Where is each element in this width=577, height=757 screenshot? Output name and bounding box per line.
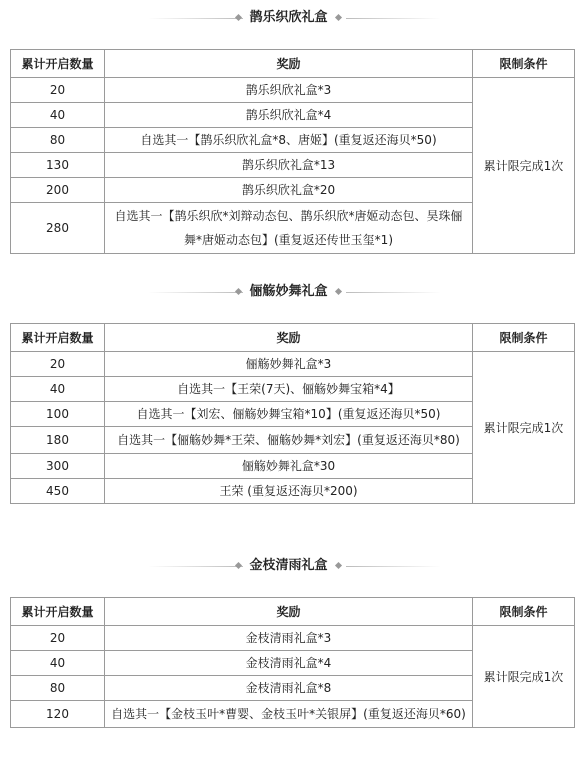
section-title: 金枝清雨礼盒 <box>249 558 328 573</box>
decor-line-right <box>346 566 441 567</box>
table-row <box>11 626 575 651</box>
reward-cell: 王荣 (重复返还海贝*200) <box>105 479 473 504</box>
header-limit: 限制条件 <box>473 50 575 78</box>
table-row <box>11 352 575 377</box>
header-count: 累计开启数量 <box>11 50 105 78</box>
decor-line-right <box>346 292 441 293</box>
table-header-row <box>11 50 575 78</box>
section-title-row <box>0 8 577 28</box>
reward-cell: 金枝清雨礼盒*8 <box>105 676 473 701</box>
header-limit: 限制条件 <box>473 598 575 626</box>
count-cell: 80 <box>11 676 105 701</box>
reward-table <box>10 323 575 504</box>
section-jinzhi <box>0 556 577 721</box>
limit-cell: 累计限完成1次 <box>473 78 575 254</box>
count-cell: 80 <box>11 128 105 153</box>
reward-cell: 俪觞妙舞礼盒*3 <box>105 352 473 377</box>
header-reward: 奖励 <box>105 324 473 352</box>
reward-cell: 自选其一【王荣(7天)、俪觞妙舞宝箱*4】 <box>105 377 473 402</box>
count-cell: 180 <box>11 427 105 454</box>
table-header-row <box>11 598 575 626</box>
reward-cell: 自选其一【鹊乐织欣*刘辩动态包、鹊乐织欣*唐姬动态包、昊珠俪舞*唐姬动态包】(重复返还传世玉玺*1) <box>105 203 473 254</box>
table-header-row <box>11 324 575 352</box>
reward-table <box>10 49 575 254</box>
reward-cell: 自选其一【俪觞妙舞*王荣、俪觞妙舞*刘宏】(重复返还海贝*80) <box>105 427 473 454</box>
reward-cell: 鹊乐织欣礼盒*3 <box>105 78 473 103</box>
count-cell: 200 <box>11 178 105 203</box>
header-reward: 奖励 <box>105 598 473 626</box>
decor-line-right <box>346 18 441 19</box>
count-cell: 450 <box>11 479 105 504</box>
count-cell: 100 <box>11 402 105 427</box>
count-cell: 120 <box>11 701 105 728</box>
table-row <box>11 78 575 103</box>
count-cell: 40 <box>11 377 105 402</box>
limit-cell: 累计限完成1次 <box>473 626 575 728</box>
section-queyue <box>0 8 577 247</box>
count-cell: 20 <box>11 352 105 377</box>
reward-cell: 俪觞妙舞礼盒*30 <box>105 454 473 479</box>
reward-cell: 鹊乐织欣礼盒*4 <box>105 103 473 128</box>
reward-cell: 自选其一【刘宏、俪觞妙舞宝箱*10】(重复返还海贝*50) <box>105 402 473 427</box>
header-reward: 奖励 <box>105 50 473 78</box>
section-title-row <box>0 556 577 576</box>
reward-cell: 鹊乐织欣礼盒*20 <box>105 178 473 203</box>
count-cell: 40 <box>11 651 105 676</box>
count-cell: 280 <box>11 203 105 254</box>
reward-cell: 自选其一【金枝玉叶*曹婴、金枝玉叶*关银屏】(重复返还海贝*60) <box>105 701 473 728</box>
count-cell: 130 <box>11 153 105 178</box>
reward-cell: 鹊乐织欣礼盒*13 <box>105 153 473 178</box>
section-title: 鹊乐织欣礼盒 <box>249 10 328 25</box>
count-cell: 20 <box>11 626 105 651</box>
limit-cell: 累计限完成1次 <box>473 352 575 504</box>
header-count: 累计开启数量 <box>11 324 105 352</box>
reward-cell: 金枝清雨礼盒*3 <box>105 626 473 651</box>
count-cell: 20 <box>11 78 105 103</box>
count-cell: 300 <box>11 454 105 479</box>
reward-table <box>10 597 575 728</box>
count-cell: 40 <box>11 103 105 128</box>
reward-cell: 金枝清雨礼盒*4 <box>105 651 473 676</box>
section-lishang <box>0 282 577 498</box>
section-title: 俪觞妙舞礼盒 <box>249 284 328 299</box>
reward-cell: 自选其一【鹊乐织欣礼盒*8、唐姬】(重复返还海贝*50) <box>105 128 473 153</box>
section-title-row <box>0 282 577 302</box>
header-limit: 限制条件 <box>473 324 575 352</box>
header-count: 累计开启数量 <box>11 598 105 626</box>
